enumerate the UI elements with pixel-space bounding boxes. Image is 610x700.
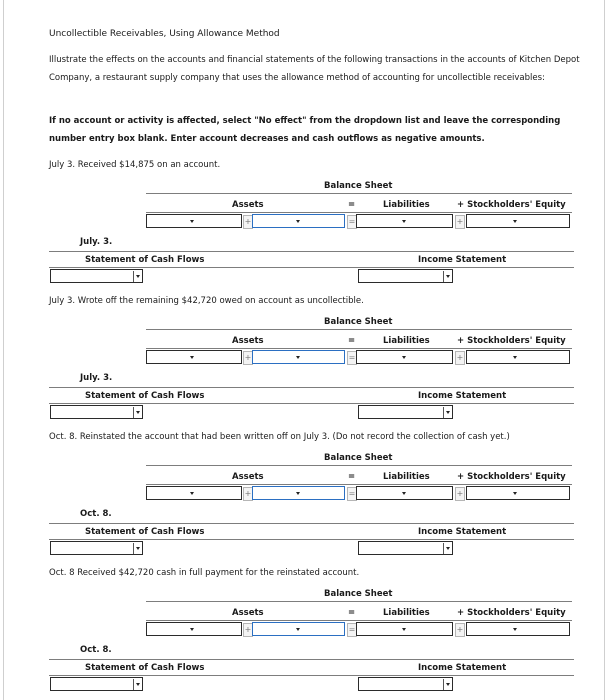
divider bbox=[49, 267, 574, 268]
chevron-down-icon bbox=[402, 628, 406, 631]
stockholders-equity-select[interactable] bbox=[466, 622, 570, 636]
divider bbox=[146, 329, 572, 330]
equals-sign: = bbox=[348, 608, 356, 618]
chevron-down-icon bbox=[402, 220, 406, 223]
chevron-down-icon bbox=[296, 220, 300, 223]
divider bbox=[49, 539, 574, 540]
assets-heading: Assets bbox=[232, 472, 264, 482]
dropdown-arrow-icon bbox=[133, 679, 142, 690]
assets-account-select[interactable] bbox=[146, 350, 242, 364]
divider bbox=[49, 659, 574, 660]
dropdown-arrow-icon bbox=[443, 407, 452, 418]
divider bbox=[146, 212, 572, 213]
equals-sign: = bbox=[348, 200, 356, 210]
income-statement-select[interactable] bbox=[358, 405, 453, 419]
chevron-down-icon bbox=[513, 356, 517, 359]
transaction-description: July 3. Received $14,875 on an account. bbox=[49, 160, 221, 170]
balance-sheet-heading: Balance Sheet bbox=[324, 589, 393, 599]
chevron-down-icon bbox=[190, 220, 194, 223]
cash-flows-select[interactable] bbox=[50, 269, 143, 283]
balance-sheet-heading: Balance Sheet bbox=[324, 317, 393, 327]
assets-account-select[interactable] bbox=[146, 486, 242, 500]
chevron-down-icon bbox=[190, 356, 194, 359]
divider bbox=[146, 620, 572, 621]
date-label: July. 3. bbox=[80, 373, 113, 383]
divider bbox=[49, 403, 574, 404]
divider bbox=[146, 348, 572, 349]
divider bbox=[146, 484, 572, 485]
divider bbox=[49, 675, 574, 676]
divider bbox=[146, 193, 572, 194]
cash-flows-select[interactable] bbox=[50, 405, 143, 419]
chevron-down-icon bbox=[513, 492, 517, 495]
chevron-down-icon bbox=[402, 356, 406, 359]
balance-sheet-heading: Balance Sheet bbox=[324, 453, 393, 463]
dropdown-arrow-icon bbox=[443, 271, 452, 282]
date-label: Oct. 8. bbox=[80, 645, 112, 655]
liabilities-heading: Liabilities bbox=[383, 472, 430, 482]
plus-sign: + bbox=[243, 351, 253, 365]
assets-heading: Assets bbox=[232, 336, 264, 346]
liabilities-heading: Liabilities bbox=[383, 200, 430, 210]
plus-sign: + bbox=[455, 351, 465, 365]
liabilities-heading: Liabilities bbox=[383, 608, 430, 618]
dropdown-arrow-icon bbox=[133, 543, 142, 554]
income-statement-heading: Income Statement bbox=[418, 663, 507, 673]
stockholders-equity-select[interactable] bbox=[466, 214, 570, 228]
chevron-down-icon bbox=[402, 492, 406, 495]
stockholders-equity-heading: + Stockholders' Equity bbox=[457, 336, 566, 346]
dropdown-arrow-icon bbox=[133, 271, 142, 282]
assets-account-select[interactable] bbox=[146, 214, 242, 228]
equals-sign: = bbox=[347, 351, 357, 365]
transaction-description: Oct. 8 Received $42,720 cash in full payment for the reinstated account. bbox=[49, 568, 360, 578]
equals-sign: = bbox=[347, 623, 357, 637]
chevron-down-icon bbox=[513, 628, 517, 631]
divider bbox=[146, 465, 572, 466]
stockholders-equity-heading: + Stockholders' Equity bbox=[457, 472, 566, 482]
date-label: Oct. 8. bbox=[80, 509, 112, 519]
chevron-down-icon bbox=[296, 492, 300, 495]
transaction-description: July 3. Wrote off the remaining $42,720 owed on account as uncollectible. bbox=[49, 296, 364, 306]
cash-flows-heading: Statement of Cash Flows bbox=[85, 527, 205, 537]
balance-sheet-heading: Balance Sheet bbox=[324, 181, 393, 191]
income-statement-heading: Income Statement bbox=[418, 255, 507, 265]
income-statement-heading: Income Statement bbox=[418, 527, 507, 537]
assets-heading: Assets bbox=[232, 608, 264, 618]
date-label: July. 3. bbox=[80, 237, 113, 247]
chevron-down-icon bbox=[296, 356, 300, 359]
stockholders-equity-select[interactable] bbox=[466, 350, 570, 364]
assets-account-select[interactable] bbox=[146, 622, 242, 636]
dropdown-arrow-icon bbox=[443, 543, 452, 554]
dropdown-arrow-icon bbox=[133, 407, 142, 418]
page-left-edge bbox=[3, 0, 4, 700]
page-right-edge bbox=[604, 0, 605, 700]
divider bbox=[49, 251, 574, 252]
plus-sign: + bbox=[455, 623, 465, 637]
plus-sign: + bbox=[455, 487, 465, 501]
stockholders-equity-heading: + Stockholders' Equity bbox=[457, 608, 566, 618]
cash-flows-select[interactable] bbox=[50, 677, 143, 691]
income-statement-select[interactable] bbox=[358, 677, 453, 691]
equals-sign: = bbox=[348, 472, 356, 482]
equals-sign: = bbox=[348, 336, 356, 346]
instruction-paragraph: If no account or activity is affected, select "No effect" from the dropdown list and leave the corresponding number entry box blank. Enter account decreases and cash outflows as negative amounts. bbox=[49, 116, 561, 144]
income-statement-heading: Income Statement bbox=[418, 391, 507, 401]
plus-sign: + bbox=[243, 487, 253, 501]
assets-heading: Assets bbox=[232, 200, 264, 210]
chevron-down-icon bbox=[513, 220, 517, 223]
equals-sign: = bbox=[347, 487, 357, 501]
transaction-description: Oct. 8. Reinstated the account that had been written off on July 3. (Do not record the collection of cash yet.) bbox=[49, 432, 510, 442]
stockholders-equity-select[interactable] bbox=[466, 486, 570, 500]
cash-flows-heading: Statement of Cash Flows bbox=[85, 255, 205, 265]
divider bbox=[49, 523, 574, 524]
plus-sign: + bbox=[243, 623, 253, 637]
chevron-down-icon bbox=[296, 628, 300, 631]
divider bbox=[49, 387, 574, 388]
liabilities-heading: Liabilities bbox=[383, 336, 430, 346]
page-title: Uncollectible Receivables, Using Allowance Method bbox=[49, 29, 280, 39]
plus-sign: + bbox=[243, 215, 253, 229]
chevron-down-icon bbox=[190, 628, 194, 631]
stockholders-equity-heading: + Stockholders' Equity bbox=[457, 200, 566, 210]
dropdown-arrow-icon bbox=[443, 679, 452, 690]
income-statement-select[interactable] bbox=[358, 541, 453, 555]
plus-sign: + bbox=[455, 215, 465, 229]
income-statement-select[interactable] bbox=[358, 269, 453, 283]
cash-flows-heading: Statement of Cash Flows bbox=[85, 663, 205, 673]
divider bbox=[146, 601, 572, 602]
equals-sign: = bbox=[347, 215, 357, 229]
cash-flows-select[interactable] bbox=[50, 541, 143, 555]
intro-paragraph: Illustrate the effects on the accounts and financial statements of the following transactions in the accounts of Kitchen Depot Company, a restaurant supply company that uses the allowance method of accounting for uncollectible receivables: bbox=[49, 55, 580, 83]
cash-flows-heading: Statement of Cash Flows bbox=[85, 391, 205, 401]
chevron-down-icon bbox=[190, 492, 194, 495]
